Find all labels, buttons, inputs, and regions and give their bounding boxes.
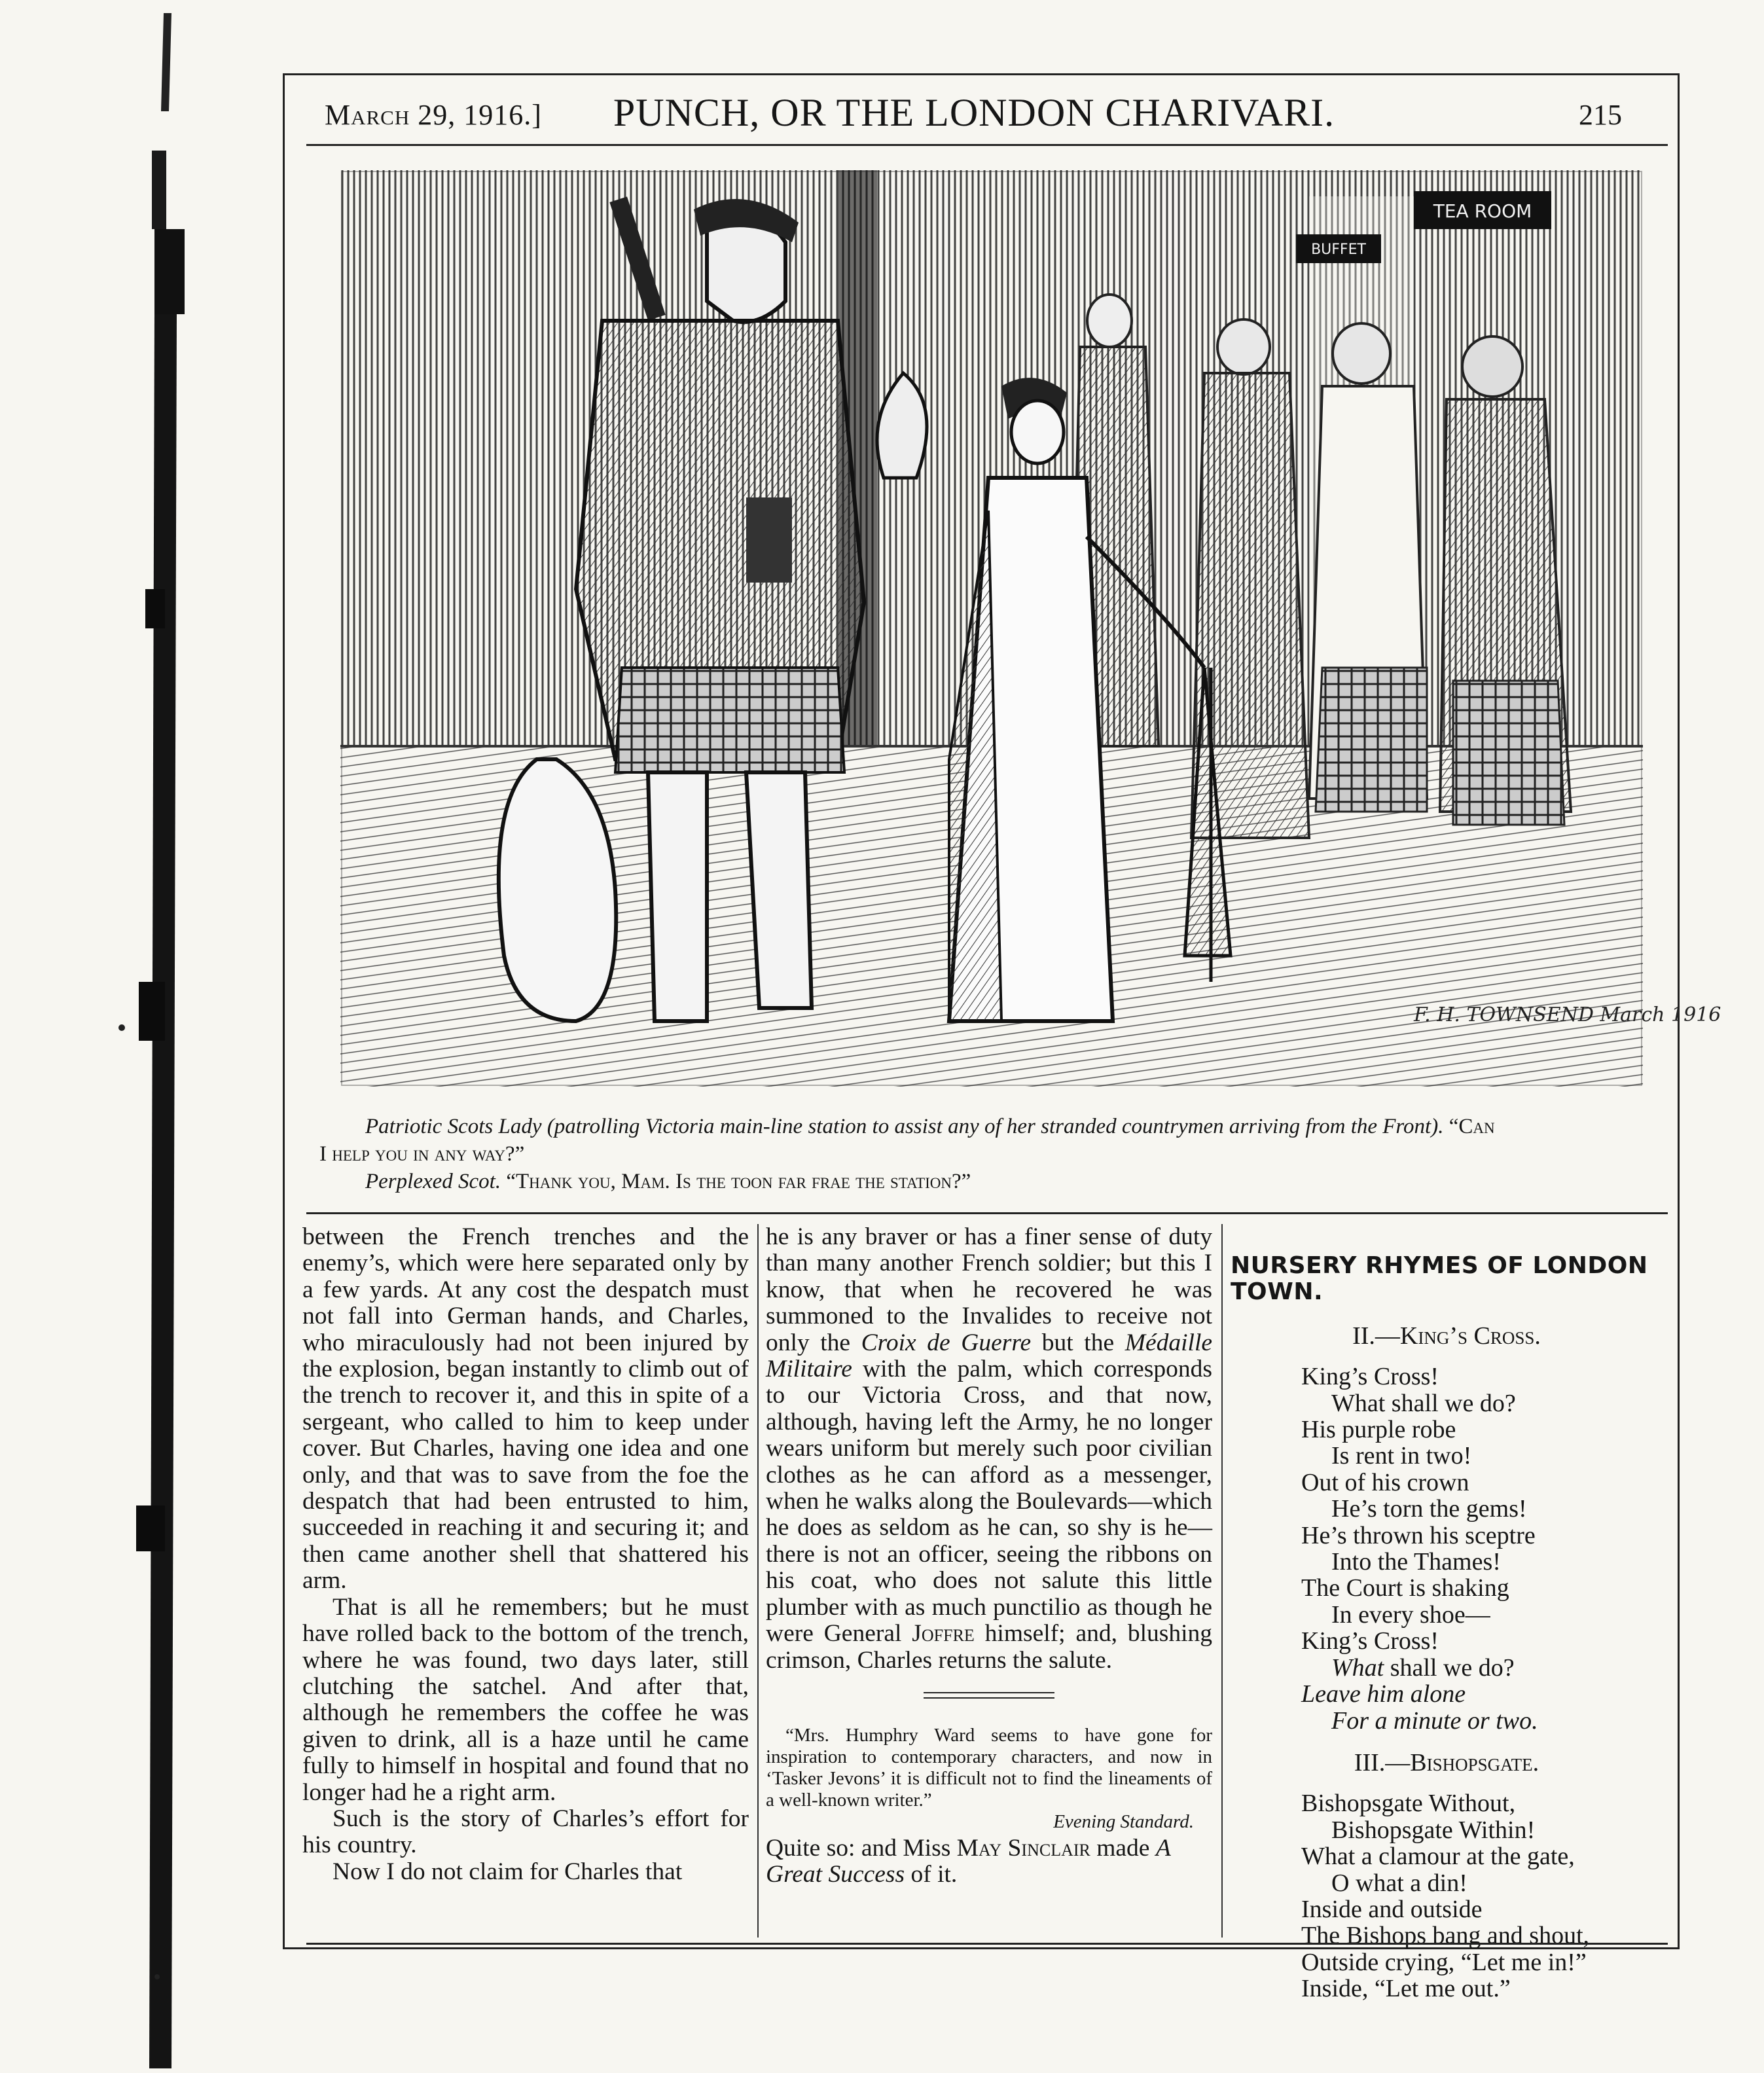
verse-line: King’s Cross! [1301,1363,1439,1391]
caption-line-lady-a: “Can [1449,1115,1495,1138]
reply-text-c: made [1096,1834,1150,1862]
col2-text-e: with the palm, which corresponds to our Victoria Cross, and that now, although, having left the Army, he no longer wears uniform but merely such poor civilian clothes as he can afford as a messenger, when he walks along the Boulevards—which he does as seldom as he can, so shy is he—there is not an officer, seeing the ribbons on his coat, who does not salute this little plumber with as much punctilio as though he were General [766,1356,1212,1648]
verse-line: Inside, “Let me out.” [1301,1975,1511,2003]
col1-paragraph-4: Now I do not claim for Charles that [333,1858,683,1885]
text-column-3 [1231,1224,1663,2002]
masthead-title: PUNCH, OR THE LONDON CHARIVARI. [613,91,1335,134]
verse-line: What a clamour at the gate, [1301,1843,1575,1871]
nursery-rhymes-heading: NURSERY RHYMES OF LONDON TOWN. [1231,1252,1648,1306]
caption-rule [306,1212,1668,1214]
verse-line: The Bishops bang and shout, [1301,1922,1590,1950]
newspaper-quote [766,1725,1212,1833]
verse-line [1301,1655,1663,1681]
reply-text-a: Quite so: and Miss [766,1834,951,1862]
text-column-2 [766,1224,1212,1888]
scan-margin-streak [0,0,196,2073]
buffet-sign: BUFFET [1311,242,1366,258]
verse-line-rest: shall we do? [1390,1653,1515,1682]
header-rule [306,144,1668,146]
bishopsgate-verse [1231,1790,1663,2002]
caption-speaker-scot: Perplexed Scot. [365,1170,501,1193]
kings-cross-verse [1231,1363,1663,1734]
verse-line: O what a din! [1331,1869,1467,1897]
verse-line: He’s thrown his sceptre [1301,1521,1536,1549]
tea-room-sign: TEA ROOM [1433,200,1532,222]
footer-rule [306,1943,1668,1945]
verse-line: Bishopsgate Without, [1301,1790,1516,1818]
verse-line: What shall we do? [1331,1389,1516,1417]
reply-text-e: of it. [910,1861,958,1888]
col2-reply [766,1835,1212,1888]
page-number: 215 [1579,99,1622,131]
col2-text-g: himself; and, blushing crimson, Charles returns the salute. [766,1620,1213,1674]
verse-line: Inside and outside [1301,1895,1483,1923]
column-divider-1 [757,1224,759,1938]
artist-signature: F. H. TOWNSEND March 1916 [1414,1003,1721,1026]
quote-source: Evening Standard. [1053,1811,1194,1832]
col1-paragraph-2: That is all he remembers; but he must have rolled back to the bottom of the trench, where he was found, two days later, still clutching the satchel. And after that, although he remembers the coffee he was given to drink, all is a haze until he came fully to himself in hospital and found that no longer had he a right arm. [302,1593,749,1806]
cartoon-caption [319,1113,1661,1195]
double-rule [766,1692,1212,1699]
book-title: A Great Success [766,1834,1171,1888]
general-joffre: Joffre [912,1620,975,1648]
verse-line: Into the Thames! [1331,1548,1501,1576]
col2-text-c: but the [1041,1329,1115,1356]
section-kings-cross: II.—King’s Cross. [1352,1322,1541,1350]
verse-line: The Court is shaking [1301,1574,1509,1602]
col1-paragraph-1: between the French trenches and the enemy’s, which were here separated only by a few yards. At any cost the despatch must not fall into German hands, and Charles, who miraculously had not been injured by the explosion, began instantly to climb out of the trench to recover it, and this in spite of a sergeant, who called to him to keep under cover. But Charles, having one idea and one only, and that was to save from the foe the despatch that had been entrusted to him, succeeded in reaching it and securing it; and then came another shell that shattered his arm. [302,1223,749,1595]
may-sinclair: May Sinclair [956,1834,1090,1862]
croix-de-guerre: Croix de Guerre [861,1329,1032,1356]
page-header [306,89,1642,140]
verse-line: Outside crying, “Let me in!” [1301,1948,1587,1976]
verse-line: In every shoe— [1331,1600,1490,1629]
text-column-1 [302,1224,749,1885]
col2-paragraph-1 [766,1224,1212,1674]
caption-speaker-lady: Patriotic Scots Lady [365,1115,542,1138]
verse-line: Leave him alone [1301,1680,1466,1708]
col2-text-a: he is any braver or has a finer sense of duty than many another French soldier; but this I know, that when he recovered he was summoned to the Invalides to receive not only the [766,1223,1212,1356]
verse-line: His purple robe [1301,1416,1456,1444]
cartoon-illustration [340,170,1721,1087]
verse-line: Bishopsgate Within! [1331,1816,1536,1844]
column-divider-2 [1221,1224,1223,1938]
verse-line: He’s torn the gems! [1331,1495,1527,1523]
caption-line-lady-b: I help you in any way?” [319,1142,525,1166]
verse-line: King’s Cross! [1301,1627,1439,1655]
section-bishopsgate: III.—Bishopsgate. [1354,1748,1539,1776]
caption-line-scot: “Thank you, Mam. Is the toon far frae the station?” [506,1170,971,1193]
verse-line: Out of his crown [1301,1468,1469,1496]
verse-line: Is rent in two! [1331,1442,1472,1470]
verse-word-what: What [1331,1653,1384,1682]
caption-stage-direction: (patrolling Victoria main-line station to assist any of her stranded countrymen arriving from the Front). [547,1115,1444,1138]
quote-text: “Mrs. Humphry Ward seems to have gone for inspiration to contemporary characters, and now in ‘Tasker Jevons’ it is difficult not to find the lineaments of a well-known writer.” [766,1724,1212,1811]
issue-date: March 29, 1916.] [325,99,542,131]
verse-line: For a minute or two. [1331,1706,1538,1735]
col1-paragraph-3: Such is the story of Charles’s effort for his country. [302,1805,749,1859]
medaille-militaire: Médaille Militaire [766,1329,1213,1383]
